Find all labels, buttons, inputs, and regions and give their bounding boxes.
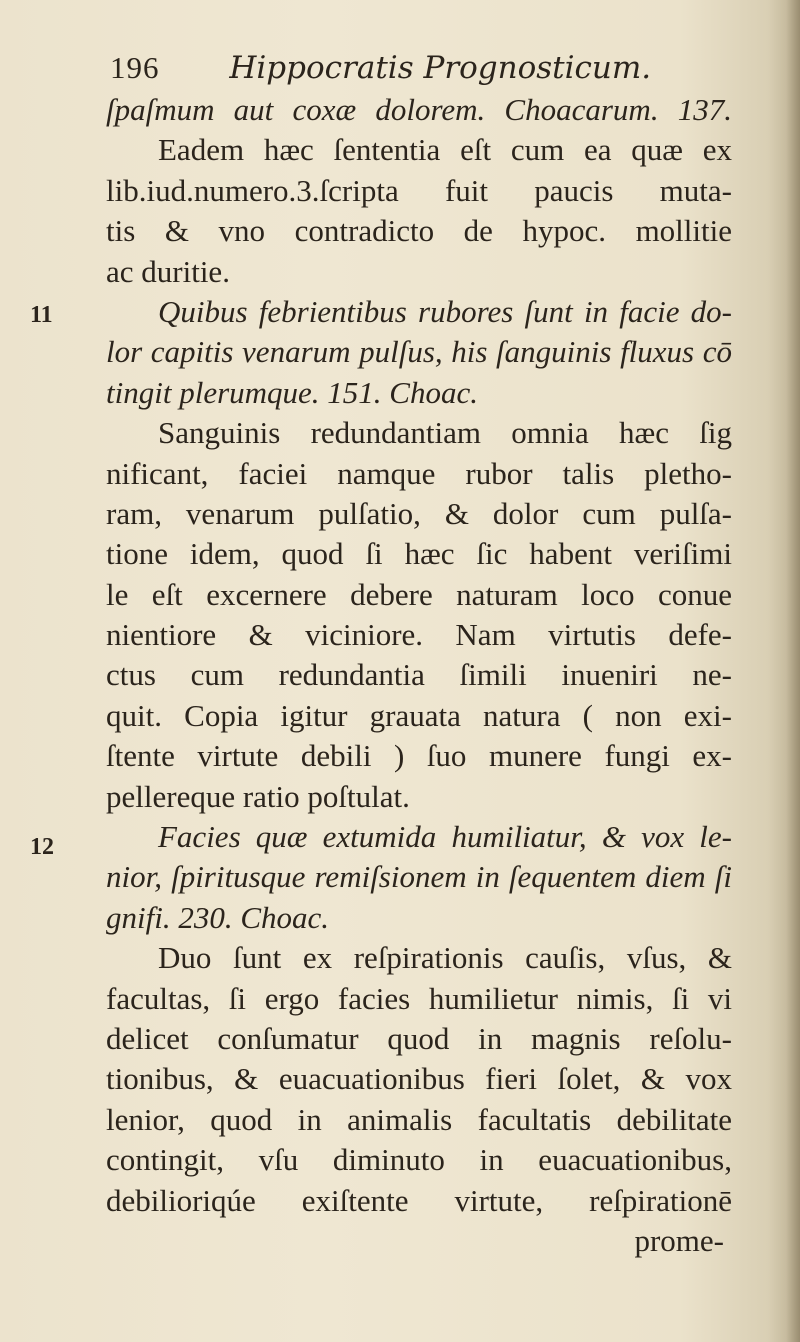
text-line: tionibus, & euacuationibus fieri ſolet, & vox [106, 1061, 732, 1097]
body-text [106, 90, 732, 1261]
text-line: ac duritie. [106, 253, 230, 289]
text-line: ctus cum redundantia ſimili inueniri ne- [106, 657, 732, 693]
text-line: Quibus febrientibus rubores ſunt in facie do- [158, 293, 732, 329]
page-header [110, 48, 652, 88]
text-line: debilioriqúe exiſtente virtute, reſpirationē [106, 1182, 732, 1218]
margin-number-12: 12 [30, 834, 54, 860]
margin-number-11: 11 [30, 302, 53, 328]
text-line: nientiore & viciniore. Nam virtutis defe- [106, 617, 732, 653]
page-edge-shadow [786, 0, 800, 1342]
text-line: facultas, ſi ergo facies humilietur nimis, ſi vi [106, 980, 732, 1016]
text-line: tis & vno contradicto de hypoc. mollitie [106, 213, 732, 249]
text-line: lor capitis venarum pulſus, his ſanguinis fluxus cō [106, 334, 732, 370]
page-number: 196 [110, 50, 160, 85]
text-line: lenior, quod in animalis facultatis debilitate [106, 1101, 732, 1137]
text-line: Facies quæ extumida humiliatur, & vox le- [158, 819, 732, 855]
text-line: quit. Copia igitur grauata natura ( non exi- [106, 697, 732, 733]
text-line: tingit plerumque. 151. Choac. [106, 374, 478, 410]
running-title: Hippocratis Prognosticum. [229, 50, 652, 86]
text-line: contingit, vſu diminuto in euacuationibus, [106, 1142, 732, 1178]
text-line: pellereque ratio poſtulat. [106, 778, 410, 814]
text-line: ſpaſmum aut coxæ dolorem. Choacarum. 137. [106, 92, 732, 127]
text-line: lib.iud.numero.3.ſcripta fuit paucis muta- [106, 172, 732, 208]
text-line: Sanguinis redundantiam omnia hæc ſig [158, 415, 732, 451]
text-line: tione idem, quod ſi hæc ſic habent veriſimi [106, 536, 732, 572]
text-line: nificant, faciei namque rubor talis pletho- [106, 455, 732, 491]
text-line: delicet conſumatur quod in magnis reſolu- [106, 1020, 732, 1056]
text-line: Duo ſunt ex reſpirationis cauſis, vſus, & [158, 940, 732, 976]
text-line: Eadem hæc ſententia eſt cum ea quæ ex [158, 132, 732, 168]
text-line: le eſt excernere debere naturam loco conue [106, 576, 732, 612]
text-line: gnifi. 230. Choac. [106, 899, 330, 935]
text-line: ſtente virtute debili ) ſuo munere fungi ex- [106, 738, 732, 774]
text-line: nior, ſpiritusque remiſsionem in ſequentem diem ſi [106, 859, 732, 895]
text-line: ram, venarum pulſatio, & dolor cum pulſa- [106, 495, 732, 531]
text-line: prome- [634, 1222, 724, 1258]
